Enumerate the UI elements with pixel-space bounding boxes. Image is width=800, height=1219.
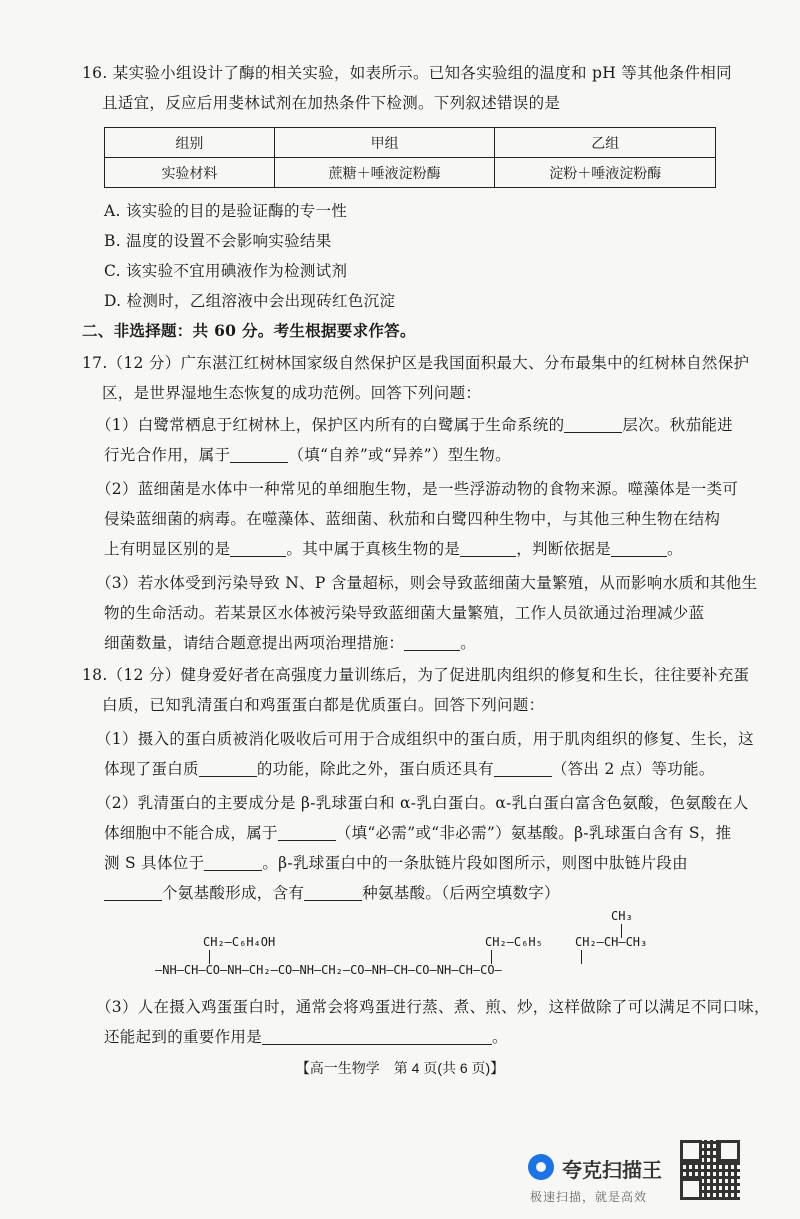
answer-blank[interactable] [104,884,162,901]
q18-stem-line2: 白质，已知乳清蛋白和鸡蛋蛋白都是优质蛋白。回答下列问题： [102,696,545,714]
answer-blank[interactable] [204,854,262,871]
q17-stem-line2: 区，是世界湿地生态恢复的成功范例。回答下列问题： [102,384,482,402]
table-cell: 实验材料 [105,158,275,188]
answer-blank[interactable] [230,446,288,463]
q17-part1-line1: （1）白鹭常栖息于红树林上，保护区内所有的白鹭属于生命系统的 层次。秋茄能进 [96,416,733,434]
q17-part3-line1: （3）若水体受到污染导致 N、P 含量超标，则会导致蓝细菌大量繁殖，从而影响水质和其他生 [96,574,758,592]
q18-part2-line4: 个氨基酸形成，含有 种氨基酸。（后两空填数字） [104,882,560,904]
table-header-cell: 乙组 [495,128,716,158]
q16-option-a: A. 该实验的目的是验证酶的专一性 [104,202,348,220]
q18-stem-line1: 18.（12 分）健身爱好者在高强度力量训练后，为了促进肌肉组织的修复和生长，往往要补充蛋 [82,666,750,684]
answer-blank[interactable] [304,884,362,901]
table-cell: 蔗糖＋唾液淀粉酶 [274,158,495,188]
answer-blank[interactable] [278,824,336,841]
q16-option-b: B. 温度的设置不会影响实验结果 [104,232,332,250]
answer-blank[interactable] [611,540,667,557]
q17-part1-line2: 行光合作用，属于 （填“自养”或“异养”）型生物。 [104,446,511,464]
table-header-cell: 甲组 [274,128,495,158]
answer-blank[interactable] [199,760,257,777]
methyl-group: CH₃ [611,909,633,923]
side-chain-leucine: CH₂—CH—CH₃ [575,935,648,949]
q18-part3-line1: （3）人在摄入鸡蛋蛋白时，通常会将鸡蛋进行蒸、煮、煎、炒，这样做除了可以满足不同口味， [96,998,770,1016]
q16-option-c: C. 该实验不宜用碘液作为检测试剂 [104,262,348,280]
page-footer: 【高一生物学 第 4 页(共 6 页)】 [295,1060,505,1076]
q17-part2-line3: 上有明显区别的是 。其中属于真核生物的是 ，判断依据是 。 [104,540,683,558]
table-header-row [105,128,716,158]
q17-part3-line2: 物的生命活动。若某景区水体被污染导致蓝细菌大量繁殖，工作人员欲通过治理减少蓝 [104,604,705,622]
peptide-structure-figure [155,905,655,985]
q16-stem-line1: 16. 某实验小组设计了酶的相关实验，如表所示。已知各实验组的温度和 pH 等其他条件相同 [82,64,732,82]
answer-blank[interactable] [494,760,552,777]
q18-part2-line1: （2）乳清蛋白的主要成分是 β-乳球蛋白和 α-乳白蛋白。α-乳白蛋白富含色氨酸，色氨酸在人 [96,794,749,812]
table-row [105,158,716,188]
q16-option-d: D. 检测时，乙组溶液中会出现砖红色沉淀 [104,292,396,310]
q16-stem-line2: 且适宜，反应后用斐林试剂在加热条件下检测。下列叙述错误的是 [102,94,561,112]
section-heading: 二、非选择题：共 60 分。考生根据要求作答。 [82,321,416,340]
q17-part2-line1: （2）蓝细菌是水体中一种常见的单细胞生物，是一些浮游动物的食物来源。噬藻体是一类可 [96,480,739,498]
q17-part2-line2: 侵染蓝细菌的病毒。在噬藻体、蓝细菌、秋茄和白鹭四种生物中，与其他三种生物在结构 [104,510,721,528]
qr-code-icon [680,1140,740,1200]
answer-blank[interactable] [564,416,622,433]
answer-blank[interactable] [404,634,460,651]
quark-logo-icon [528,1154,554,1180]
q18-part3-line2: 还能起到的重要作用是 。 [104,1028,508,1046]
brand-slogan: 极速扫描，就是高效 [530,1190,648,1204]
q17-stem-line1: 17.（12 分）广东湛江红树林国家级自然保护区是我国面积最大、分布最集中的红树林自然保护 [82,354,750,372]
side-chain-phenylalanine: CH₂—C₆H₅ [485,935,543,949]
bond-line [209,950,210,964]
brand-name: 夸克扫描王 [562,1158,662,1182]
table-header-cell: 组别 [105,128,275,158]
q18-part2-line2: 体细胞中不能合成，属于 （填“必需”或“非必需”）氨基酸。β-乳球蛋白含有 S，推 [104,824,732,842]
side-chain-tyrosine: CH₂—C₆H₄OH [203,935,276,949]
bond-line [581,950,582,964]
experiment-table [104,127,716,188]
peptide-backbone: —NH—CH—CO—NH—CH₂—CO—NH—CH₂—CO—NH—CH—CO—NH—CH—CO— [155,963,502,977]
answer-blank[interactable] [460,540,516,557]
answer-blank[interactable] [230,540,286,557]
q18-part1-line1: （1）摄入的蛋白质被消化吸收后可用于合成组织中的蛋白质，用于肌肉组织的修复、生长，这 [96,730,754,748]
scanner-watermark [520,1140,680,1210]
q18-part2-line3: 测 S 具体位于 。β-乳球蛋白中的一条肽链片段如图所示，则图中肽链片段由 [104,854,688,872]
answer-blank[interactable] [262,1028,492,1045]
q17-part3-line3: 细菌数量，请结合题意提出两项治理措施： 。 [104,634,477,652]
q18-part1-line2: 体现了蛋白质 的功能，除此之外，蛋白质还具有 （答出 2 点）等功能。 [104,760,715,778]
bond-line [491,950,492,964]
table-cell: 淀粉＋唾液淀粉酶 [495,158,716,188]
